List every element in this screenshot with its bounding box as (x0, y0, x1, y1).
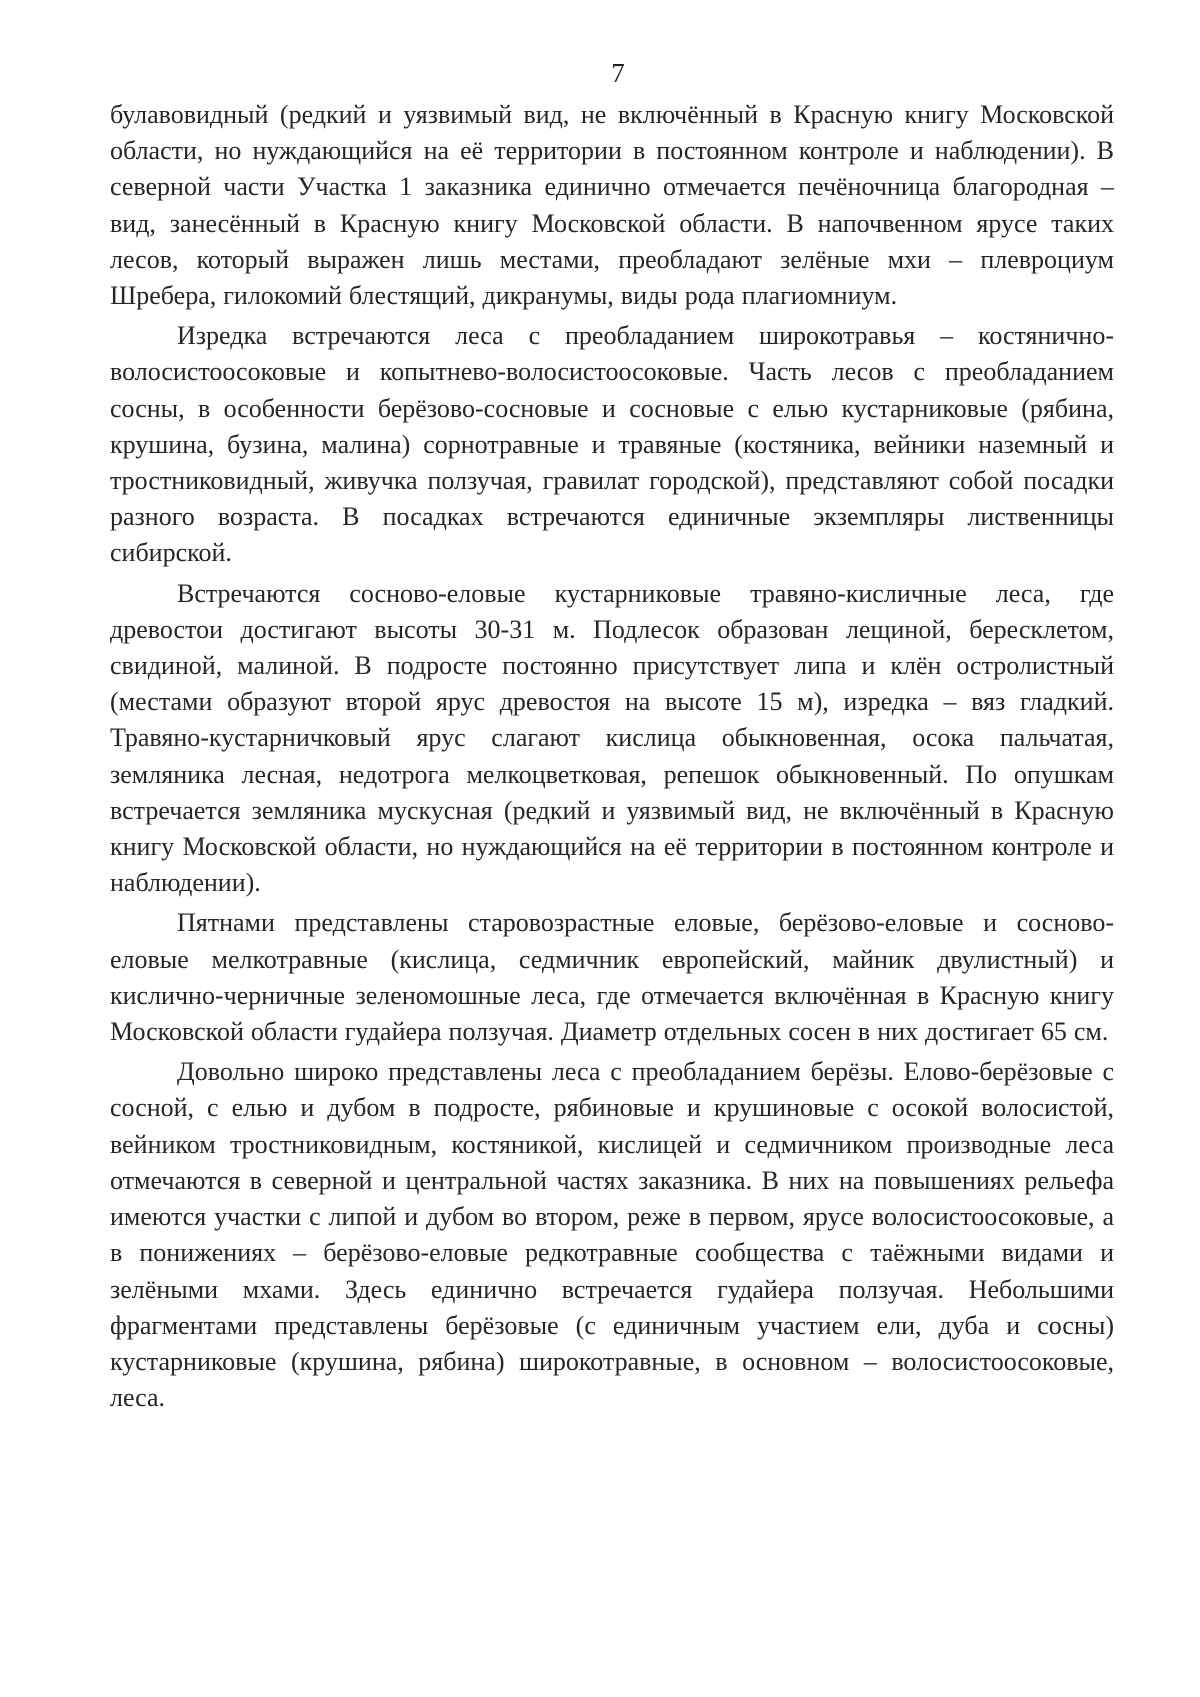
page-number: 7 (611, 58, 625, 88)
paragraph-4: Пятнами представлены старовозрастные еловые, берёзово-еловые и сосново-еловые мелкотравные (кислица, седмичник европейский, майник двулистный) и кислично-черничные зеленомошные леса, где отмечается включённая в Красную книгу Московской области гудайера ползучая. Диаметр отдельных сосен в них достигает 65 см. (110, 908, 1114, 1047)
paragraph-1: булавовидный (редкий и уязвимый вид, не включённый в Красную книгу Московской области, но нуждающийся на её территории в постоянном контроле и наблюдении). В северной части Участка 1 заказника единично отмечается печёночница благородная – вид, занесённый в Красную книгу Московской области. В напочвенном ярусе таких лесов, который выражен лишь местами, преобладают зелёные мхи – плевроциум Шребера, гилокомий блестящий, дикранумы, виды рода плагиомниум. (110, 100, 1114, 311)
document-body (110, 97, 1114, 1420)
paragraph-3: Встречаются сосново-еловые кустарниковые травяно-кисличные леса, где древостои достигают высоты 30-31 м. Подлесок образован лещиной, бересклетом, свидиной, малиной. В подросте постоянно присутствует липа и клён остролистный (местами образуют второй ярус древостоя на высоте 15 м), изредка – вяз гладкий. Травяно-кустарничковый ярус слагают кислица обыкновенная, осока пальчатая, земляника лесная, недотрога мелкоцветковая, репешок обыкновенный. По опушкам встречается земляника мускусная (редкий и уязвимый вид, не включённый в Красную книгу Московской области, но нуждающийся на её территории в постоянном контроле и наблюдении). (110, 578, 1114, 898)
paragraph-5: Довольно широко представлены леса с преобладанием берёзы. Елово-берёзовые с сосной, с елью и дубом в подросте, рябиновые и крушиновые с осокой волосистой, вейником тростниковидным, костяникой, кислицей и седмичником производные леса отмечаются в северной и центральной частях заказника. В них на повышениях рельефа имеются участки с липой и дубом во втором, реже в первом, ярусе волосистоосоковые, а в понижениях – берёзово-еловые редкотравные сообщества с таёжными видами и зелёными мхами. Здесь единично встречается гудайера ползучая. Небольшими фрагментами представлены берёзовые (с единичным участием ели, дуба и сосны) кустарниковые (крушина, рябина) широкотравные, в основном – волосистоосоковые, леса. (110, 1057, 1114, 1413)
paragraph-2: Изредка встречаются леса с преобладанием широкотравья – костянично-волосистоосоковые и копытнево-волосистоосоковые. Часть лесов с преобладанием сосны, в особенности берёзово-сосновые и сосновые с елью кустарниковые (рябина, крушина, бузина, малина) сорнотравные и травяные (костяника, вейники наземный и тростниковидный, живучка ползучая, гравилат городской), представляют собой посадки разного возраста. В посадках встречаются единичные экземпляры лиственницы сибирской. (110, 321, 1114, 568)
